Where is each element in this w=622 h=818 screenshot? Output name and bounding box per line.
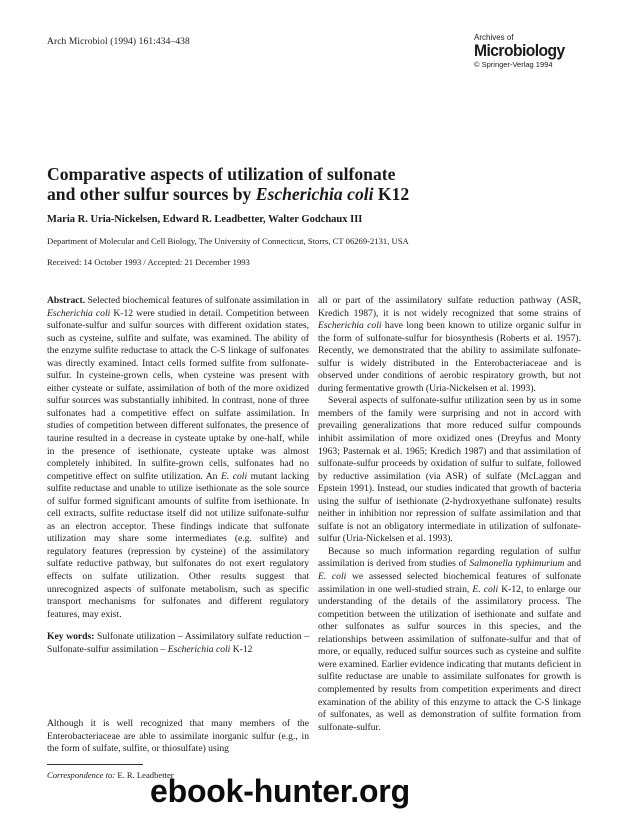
keywords-text: Sulfonate utilization – Assimilatory sulfate reduction – Sulfonate-sulfur assimilation – [47,631,309,655]
paragraph-text: Because so much information regarding regulation of sulfur assimilation is derived from studies of [318,545,581,570]
paragraph [318,546,581,734]
paragraph-organism: E. coli [318,571,347,583]
title-line-2-end: K12 [373,184,410,204]
paragraph-text: we assessed selected biochemical features of sulfonate assimilation in one well-studied strain, [318,571,582,595]
keywords [47,631,309,656]
abstract-organism: E. coli [220,470,248,482]
abstract-text: K-12 were studied in detail. Competition between sulfonate-sulfur and sulfur sources with different oxidation states, such as cysteine, sulfite and sulfate, was examined. The ability of the enzyme sulfite reductase to attack the C-S linkage of sulfonates was directly examined. Intact cells formed sulfite from sulfonate-sulfur. In cysteine-grown cells, when cysteine was present with either cysteate or sulfate, assimilation of both of the more oxidized sulfur sources was substantially inhibited. In contrast, none of three sulfonates had a competitive effect on sulfate assimilation. In studies of competition between different sulfonates, the presence of taurine resulted in a decrease in cysteate uptake by one-half, while in the presence of isethionate, cysteate uptake was almost completely inhibited. In sulfite-grown cells, sulfonates had no competitive effect on sulfite utilization. An [47,307,310,482]
title-organism: Escherichia coli [255,184,374,204]
abstract-organism: Escherichia coli [47,307,111,319]
paragraph-text: and [564,558,581,570]
paragraph-text: all or part of the assimilatory sulfate reduction pathway (ASR, Kredich 1987), it is not widely recognized that some strains of [318,295,581,319]
watermark-link[interactable]: ebook-hunter.org [150,773,410,809]
paragraph-text: have long been known to utilize organic sulfur in the form of sulfonate-sulfur for biosynthesis (Roberts et al. 1957). Recently, we demonstrated that the ability to assimilate sulfonate-sulfur is widely distributed in the Enterobacteriaceae and is observed under conditions of aerobic respiratory growth, but not during fermentative growth (Uria-Nickelsen et al. 1993). [318,320,581,394]
paragraph: Several aspects of sulfonate-sulfur utilization seen by us in some members of the family were surprising and not in accord with prevailing generalizations that more reduced sulfur compounds inhibit assimilation of more oxidized ones (Dreyfus and Monty 1963; Pasternak et al. 1965; Kredich 1987) and that assimilation of sulfonate-sulfur proceeds by oxidation of sulfur to sulfate, followed by reductive assimilation (via ASR) of sulfate (McLaggan and Epstein 1991). Instead, our studies indicated that growth of bacteria using the sulfur of isethionate (2-hydroxyethane sulfonate) results neither in inhibition nor repression of sulfate assimilation and that sulfate is not an obligatory intermediate in utilization of sulfonate-sulfur (Uria-Nickelsen et al. 1993). [318,395,581,545]
received-accepted-dates: Received: 14 October 1993 / Accepted: 21 December 1993 [47,257,250,267]
paragraph-organism: E. coli [472,583,499,595]
title-line-1: Comparative aspects of utilization of sulfonate [47,164,396,184]
left-column [47,295,309,656]
keywords-text: K-12 [230,643,253,655]
title-line-2-start: and other sulfur sources by [47,184,256,204]
paragraph [318,295,581,395]
keywords-organism: Escherichia coli [167,643,231,655]
journal-logo-block [474,33,594,70]
correspondence-name: E. R. Leadbetter [115,770,174,780]
author-list: Maria R. Uria-Nickelsen, Edward R. Leadbetter, Walter Godchaux III [47,214,363,225]
introduction-start: Although it is well recognized that many members of the Enterobacteriaceae are able to assimilate inorganic sulfur (e.g., in the form of sulfate, sulfite, or thiosulfate) using [47,718,309,755]
paragraph-organism: Salmonella typhimurium [469,558,565,570]
correspondence-label: Correspondence to: [47,770,116,780]
abstract-label: Abstract. [47,295,86,306]
abstract-text: mutant lacking sulfite reductase and unable to utilize isethionate as the sole source of sulfur formed significant amounts of sulfite from isethionate. In cell extracts, sulfite reductase itself did not utilize sulfonate-sulfur as an electron acceptor. These findings indicate that sulfonate utilization may share some intermediates (e.g. sulfite) and regulatory features (repression by cysteine) of the assimilatory sulfate reductive pathway, but sulfonates do not exert regulatory effects on sulfate utilization. Other results suggest that unrecognized aspects of sulfonate metabolism, such as specific transport mechanisms for sulfonates and different regulatory features, may exist. [47,470,309,620]
paragraph-organism: Escherichia coli [318,320,382,332]
footnote-divider [47,764,143,765]
right-column [318,295,581,734]
journal-name: Microbiology [474,41,565,60]
abstract [47,295,309,621]
paragraph-text: K-12, to enlarge our understanding of the details of the assimilatory process. The competition between the utilization of isethionate and sulfate and other sulfonates as sulfur sources in this species, and the relationships between assimilation of sulfonate-sulfur and that of more, or equally, reduced sulfur sources such as cysteine and sulfite were examined. Earlier evidence indicating that mutants deficient in sulfite reductase are unable to assimilate sulfonates for growth is complemented by results from competition experiments and direct examination of the ability of this enzyme to attack the C-S linkage of sulfonates, as well as demonstration of sulfite formation from sulfonate-sulfur. [318,583,582,733]
copyright-notice: © Springer-Verlag 1994 [474,60,553,69]
article-title [47,164,587,204]
abstract-text: Selected biochemical features of sulfonate assimilation in [85,295,309,306]
journal-prefix: Archives of [474,33,514,42]
journal-citation: Arch Microbiol (1994) 161:434–438 [47,37,190,47]
affiliation: Department of Molecular and Cell Biology, The University of Connecticut, Storrs, CT 06269-2131, USA [47,236,409,246]
keywords-label: Key words: [47,631,95,643]
